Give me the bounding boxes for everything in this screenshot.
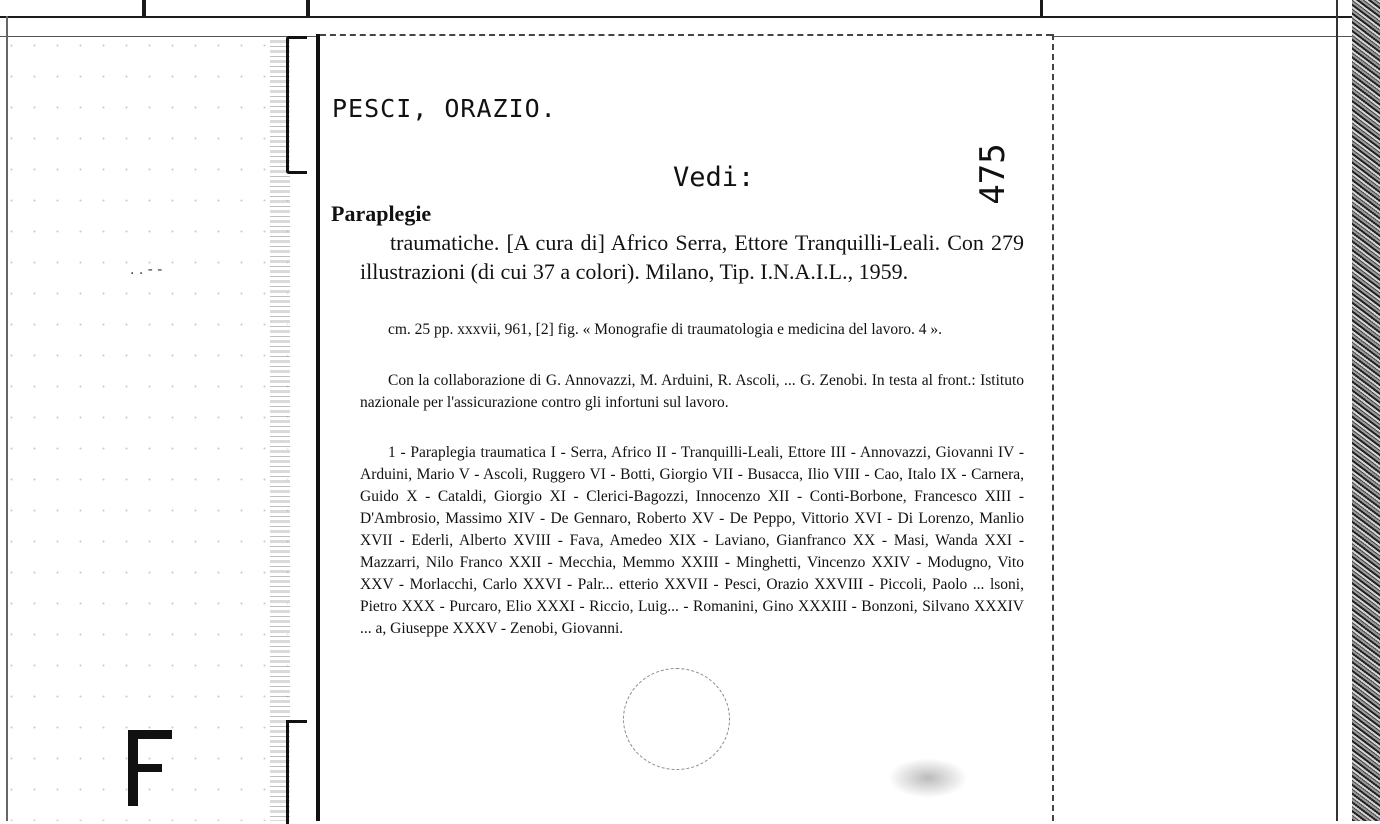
collaboration-note: Con la collaborazione di G. Annovazzi, M. Arduini, R. Ascoli, ... G. Zenobi. In testa al front.: Istituto nazionale per l'assicurazione contro gli infortuni sul lavoro. bbox=[360, 372, 1024, 411]
scan-noise-strip bbox=[1352, 0, 1380, 821]
ink-smudge bbox=[888, 758, 968, 798]
margin-dots: . . - - bbox=[130, 262, 163, 278]
margin-letter-f bbox=[128, 730, 172, 810]
scan-specks bbox=[0, 30, 300, 821]
catalog-number: 475 bbox=[973, 143, 1013, 205]
right-edge-line bbox=[1336, 0, 1338, 821]
card-punch-hole bbox=[623, 668, 730, 770]
top-tick-left bbox=[142, 0, 146, 16]
subject-heading: Paraplegie bbox=[331, 201, 432, 226]
title-statement: traumatiche. [A cura di] Africo Serra, Ettore Tranquilli-Leali. Con 279 illustrazioni (di cui 37 a colori). Milano, Tip. I.N.A.I.L., 1959. bbox=[360, 230, 1024, 284]
see-reference-label: Vedi: bbox=[673, 162, 755, 193]
rod-bracket-bottom bbox=[286, 720, 307, 824]
tracings-note: 1 - Paraplegia traumatica I - Serra, Africo II - Tranquilli-Leali, Ettore III - Annovazzi, Giovanni IV - Arduini, Mario V - Ascoli, Ruggero VI - Botti, Giorgio VII - Busacca, Ilio VIII - Cao, Italo IX - Carnera, Guido X - Cataldi, Giorgio XI - Clerici-Bagozzi, Innocenzo XII - Conti-Borbone, Francesco XIII - D'Ambrosio, Massimo XIV - De Gennaro, Roberto XV - De Peppo, Vittorio XVI - Di Lorenzo, Manlio XVII - Ederli, Alberto XVIII - Fava, Amedeo XIX - Laviano, Gianfranco XX - Masi, Wanda XXI - Mazzarri, Nilo Franco XXII - Mecchia, Memmo XXIII - Minghetti, Vincenzo XXIV - Modugno, Vito XXV - Morlacchi, Carlo XXVI - Palr... etterio XXVII - Pesci, Orazio XXVIII - Piccoli, Paolo ... lsoni, Pietro XXX - Purcaro, Elio XXXI - Riccio, Luig... - Romanini, Gino XXXIII - Bonzoni, Silvano XXXIV ... a, Giuseppe XXXV - Zenobi, Giovanni. bbox=[360, 444, 1024, 637]
top-tick-right bbox=[1040, 0, 1043, 16]
collation-note: cm. 25 pp. xxxvii, 961, [2] fig. « Monografie di traumatologia e medicina del lavoro. 4 ». bbox=[388, 321, 942, 338]
top-tick-mid bbox=[306, 0, 310, 16]
top-scan-border bbox=[0, 16, 1352, 18]
card-heading: PESCI, ORAZIO. bbox=[332, 94, 557, 123]
rod-bracket-top bbox=[286, 36, 307, 174]
